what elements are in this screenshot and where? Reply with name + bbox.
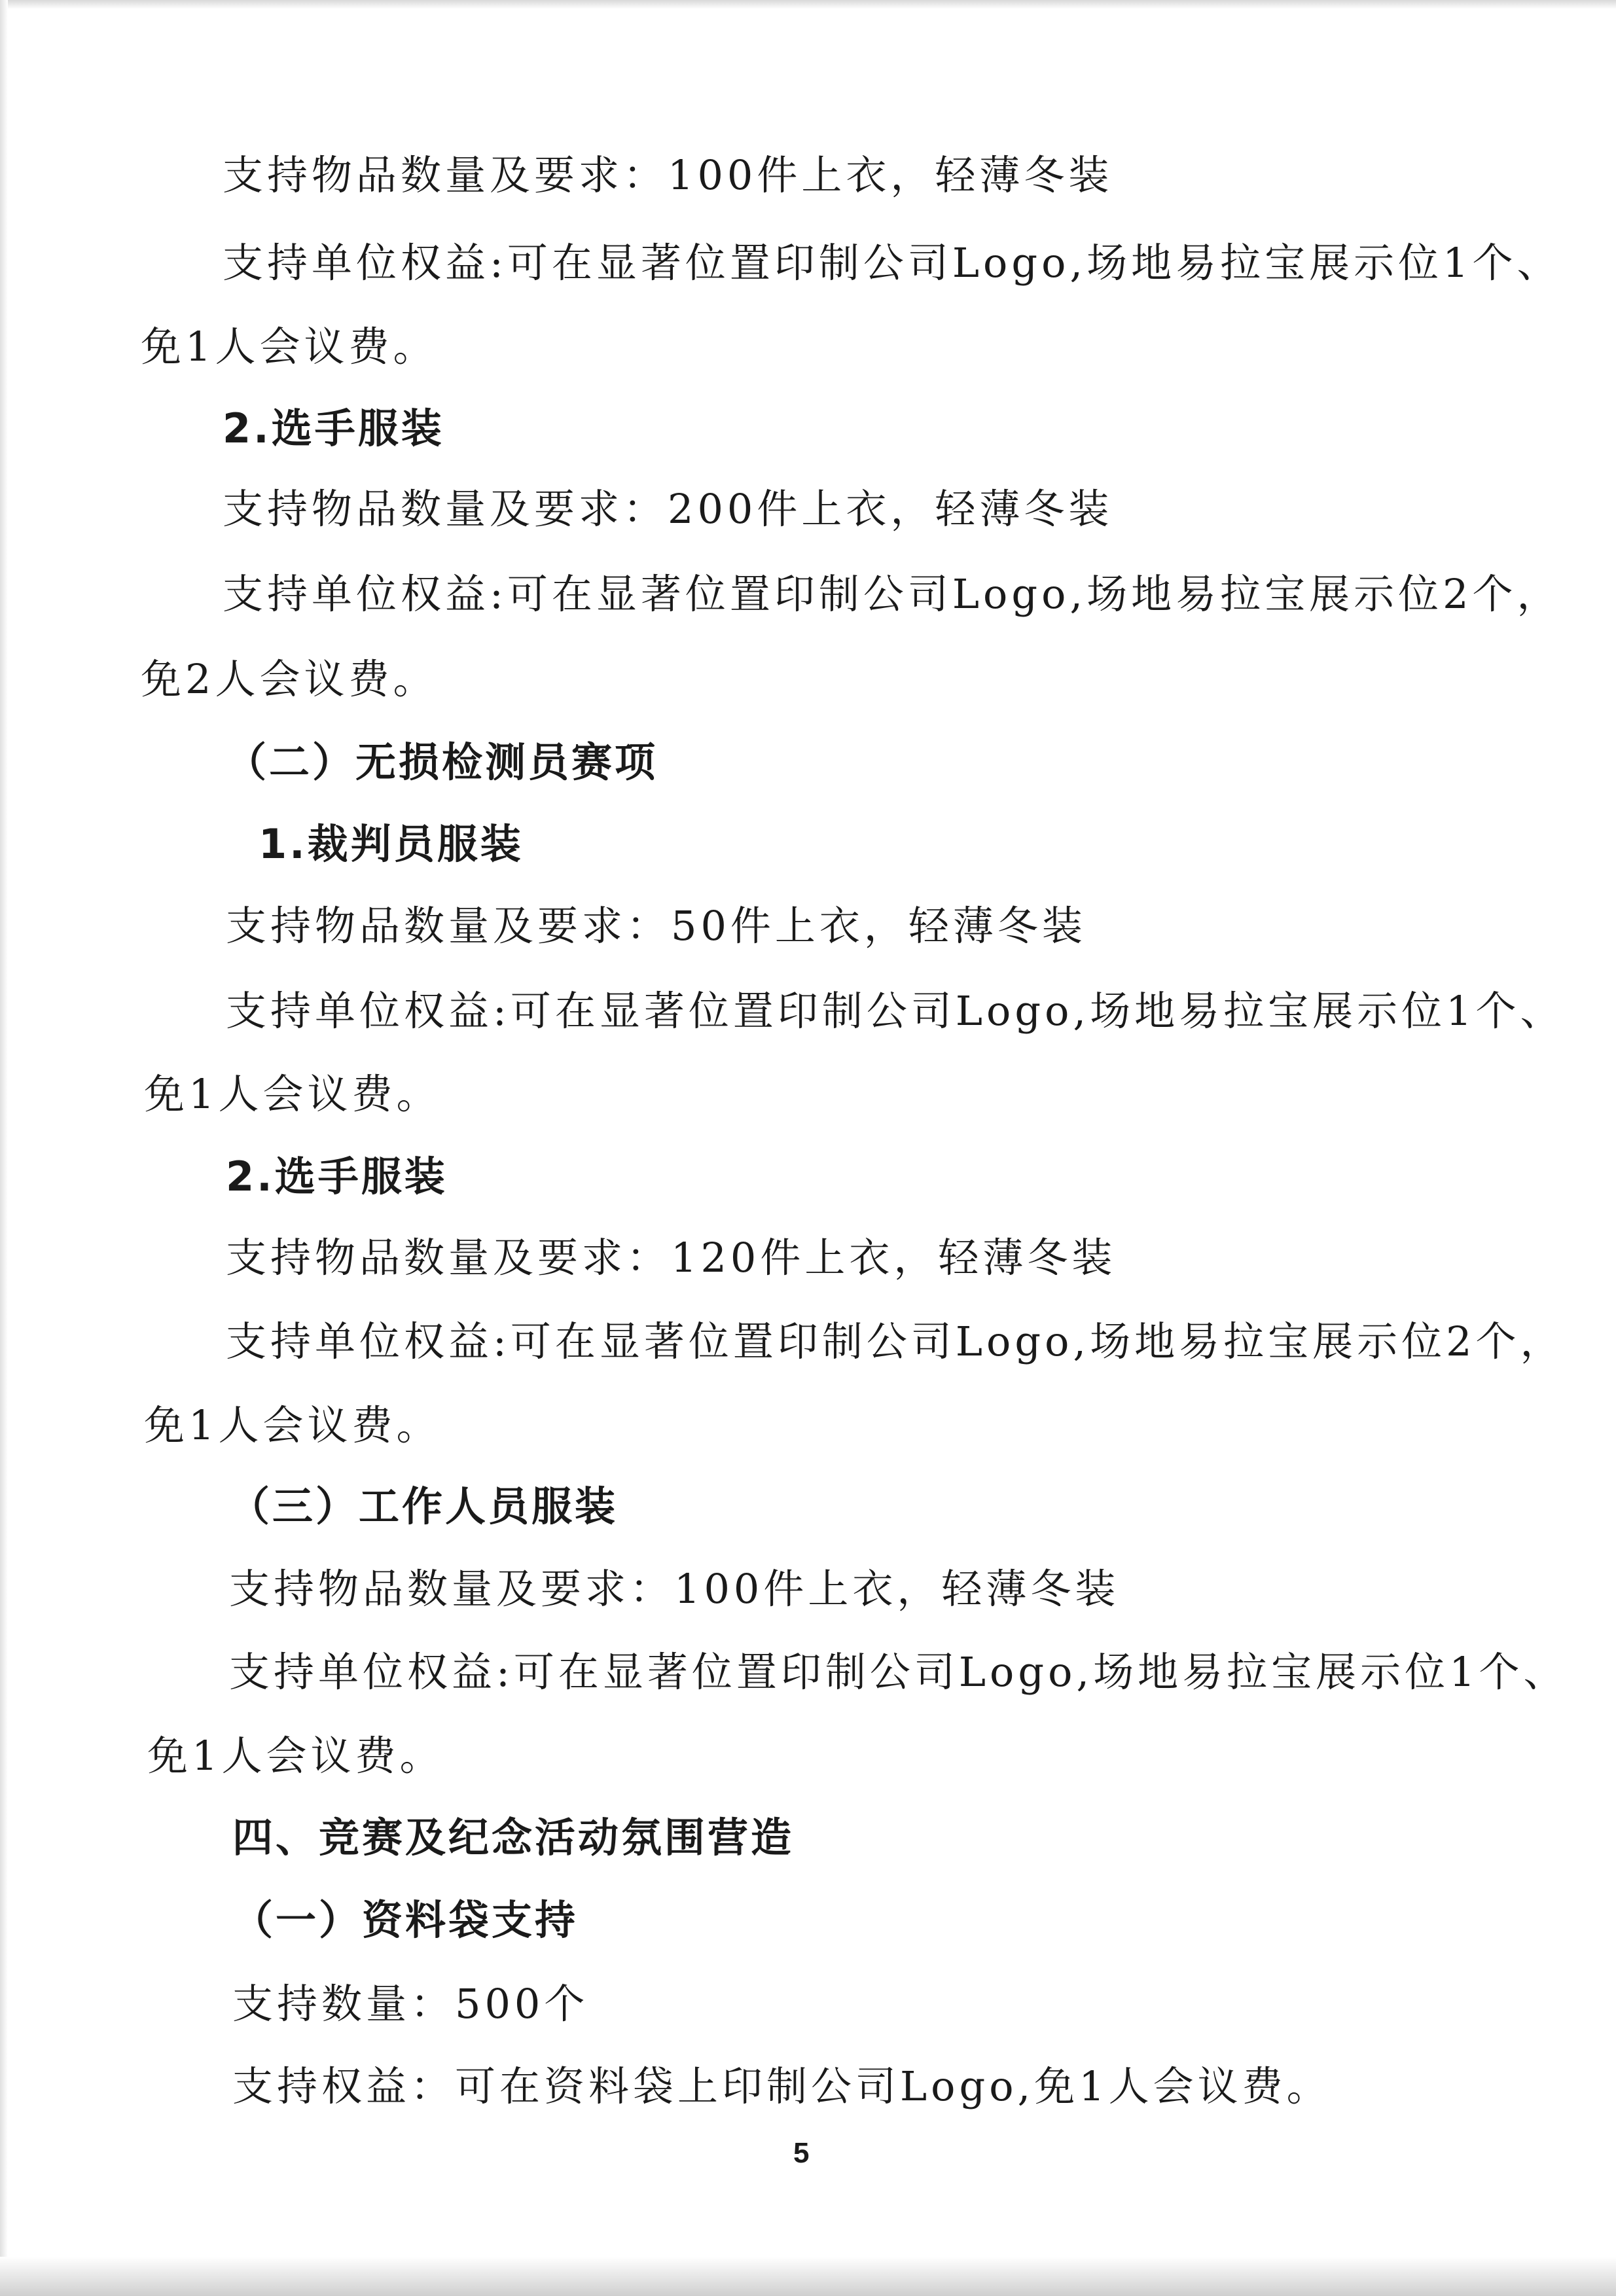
paragraph-line: 支持物品数量及要求：200件上衣，轻薄冬装	[223, 485, 1113, 533]
section-heading: （一）资料袋支持	[232, 1896, 579, 1944]
chapter-heading: 四、竞赛及纪念活动氛围营造	[232, 1814, 795, 1861]
paragraph-line: 支持权益：可在资料袋上印制公司Logo,免1人会议费。	[232, 2062, 1331, 2110]
scan-edge-left	[0, 0, 8, 2296]
section-heading: （三）工作人员服装	[229, 1482, 619, 1530]
paragraph-line: 免1人会议费。	[144, 1401, 441, 1449]
section-heading: （二）无损检测员赛项	[226, 738, 658, 786]
paragraph-line: 免1人会议费。	[147, 1732, 444, 1780]
paragraph-line: 支持物品数量及要求：100件上衣，轻薄冬装	[229, 1565, 1120, 1613]
scan-edge-bottom	[0, 2257, 1616, 2296]
paragraph-line: 支持数量：500个	[232, 1980, 589, 2028]
paragraph-line: 支持单位权益:可在显著位置印制公司Logo,场地易拉宝展示位1个、	[223, 239, 1562, 287]
scan-edge-top	[0, 0, 1616, 9]
paragraph-line: 支持物品数量及要求：100件上衣，轻薄冬装	[223, 151, 1113, 199]
paragraph-line: 支持单位权益:可在显著位置印制公司Logo,场地易拉宝展示位2个，	[223, 570, 1562, 618]
paragraph-line: 免2人会议费。	[141, 655, 438, 703]
paragraph-line: 支持物品数量及要求：120件上衣，轻薄冬装	[226, 1234, 1117, 1282]
paragraph-line: 免1人会议费。	[144, 1070, 441, 1118]
page-number: 5	[793, 2137, 810, 2169]
subsection-heading: 2.选手服装	[226, 1153, 448, 1200]
paragraph-line: 支持物品数量及要求：50件上衣，轻薄冬装	[226, 902, 1086, 950]
paragraph-line: 支持单位权益:可在显著位置印制公司Logo,场地易拉宝展示位1个、	[226, 987, 1565, 1035]
paragraph-line: 支持单位权益:可在显著位置印制公司Logo,场地易拉宝展示位2个，	[226, 1318, 1565, 1365]
subsection-heading: 1.裁判员服装	[259, 820, 524, 868]
paragraph-line: 免1人会议费。	[141, 323, 438, 370]
paragraph-line: 支持单位权益:可在显著位置印制公司Logo,场地易拉宝展示位1个、	[229, 1648, 1568, 1696]
subsection-heading: 2.选手服装	[223, 404, 444, 452]
